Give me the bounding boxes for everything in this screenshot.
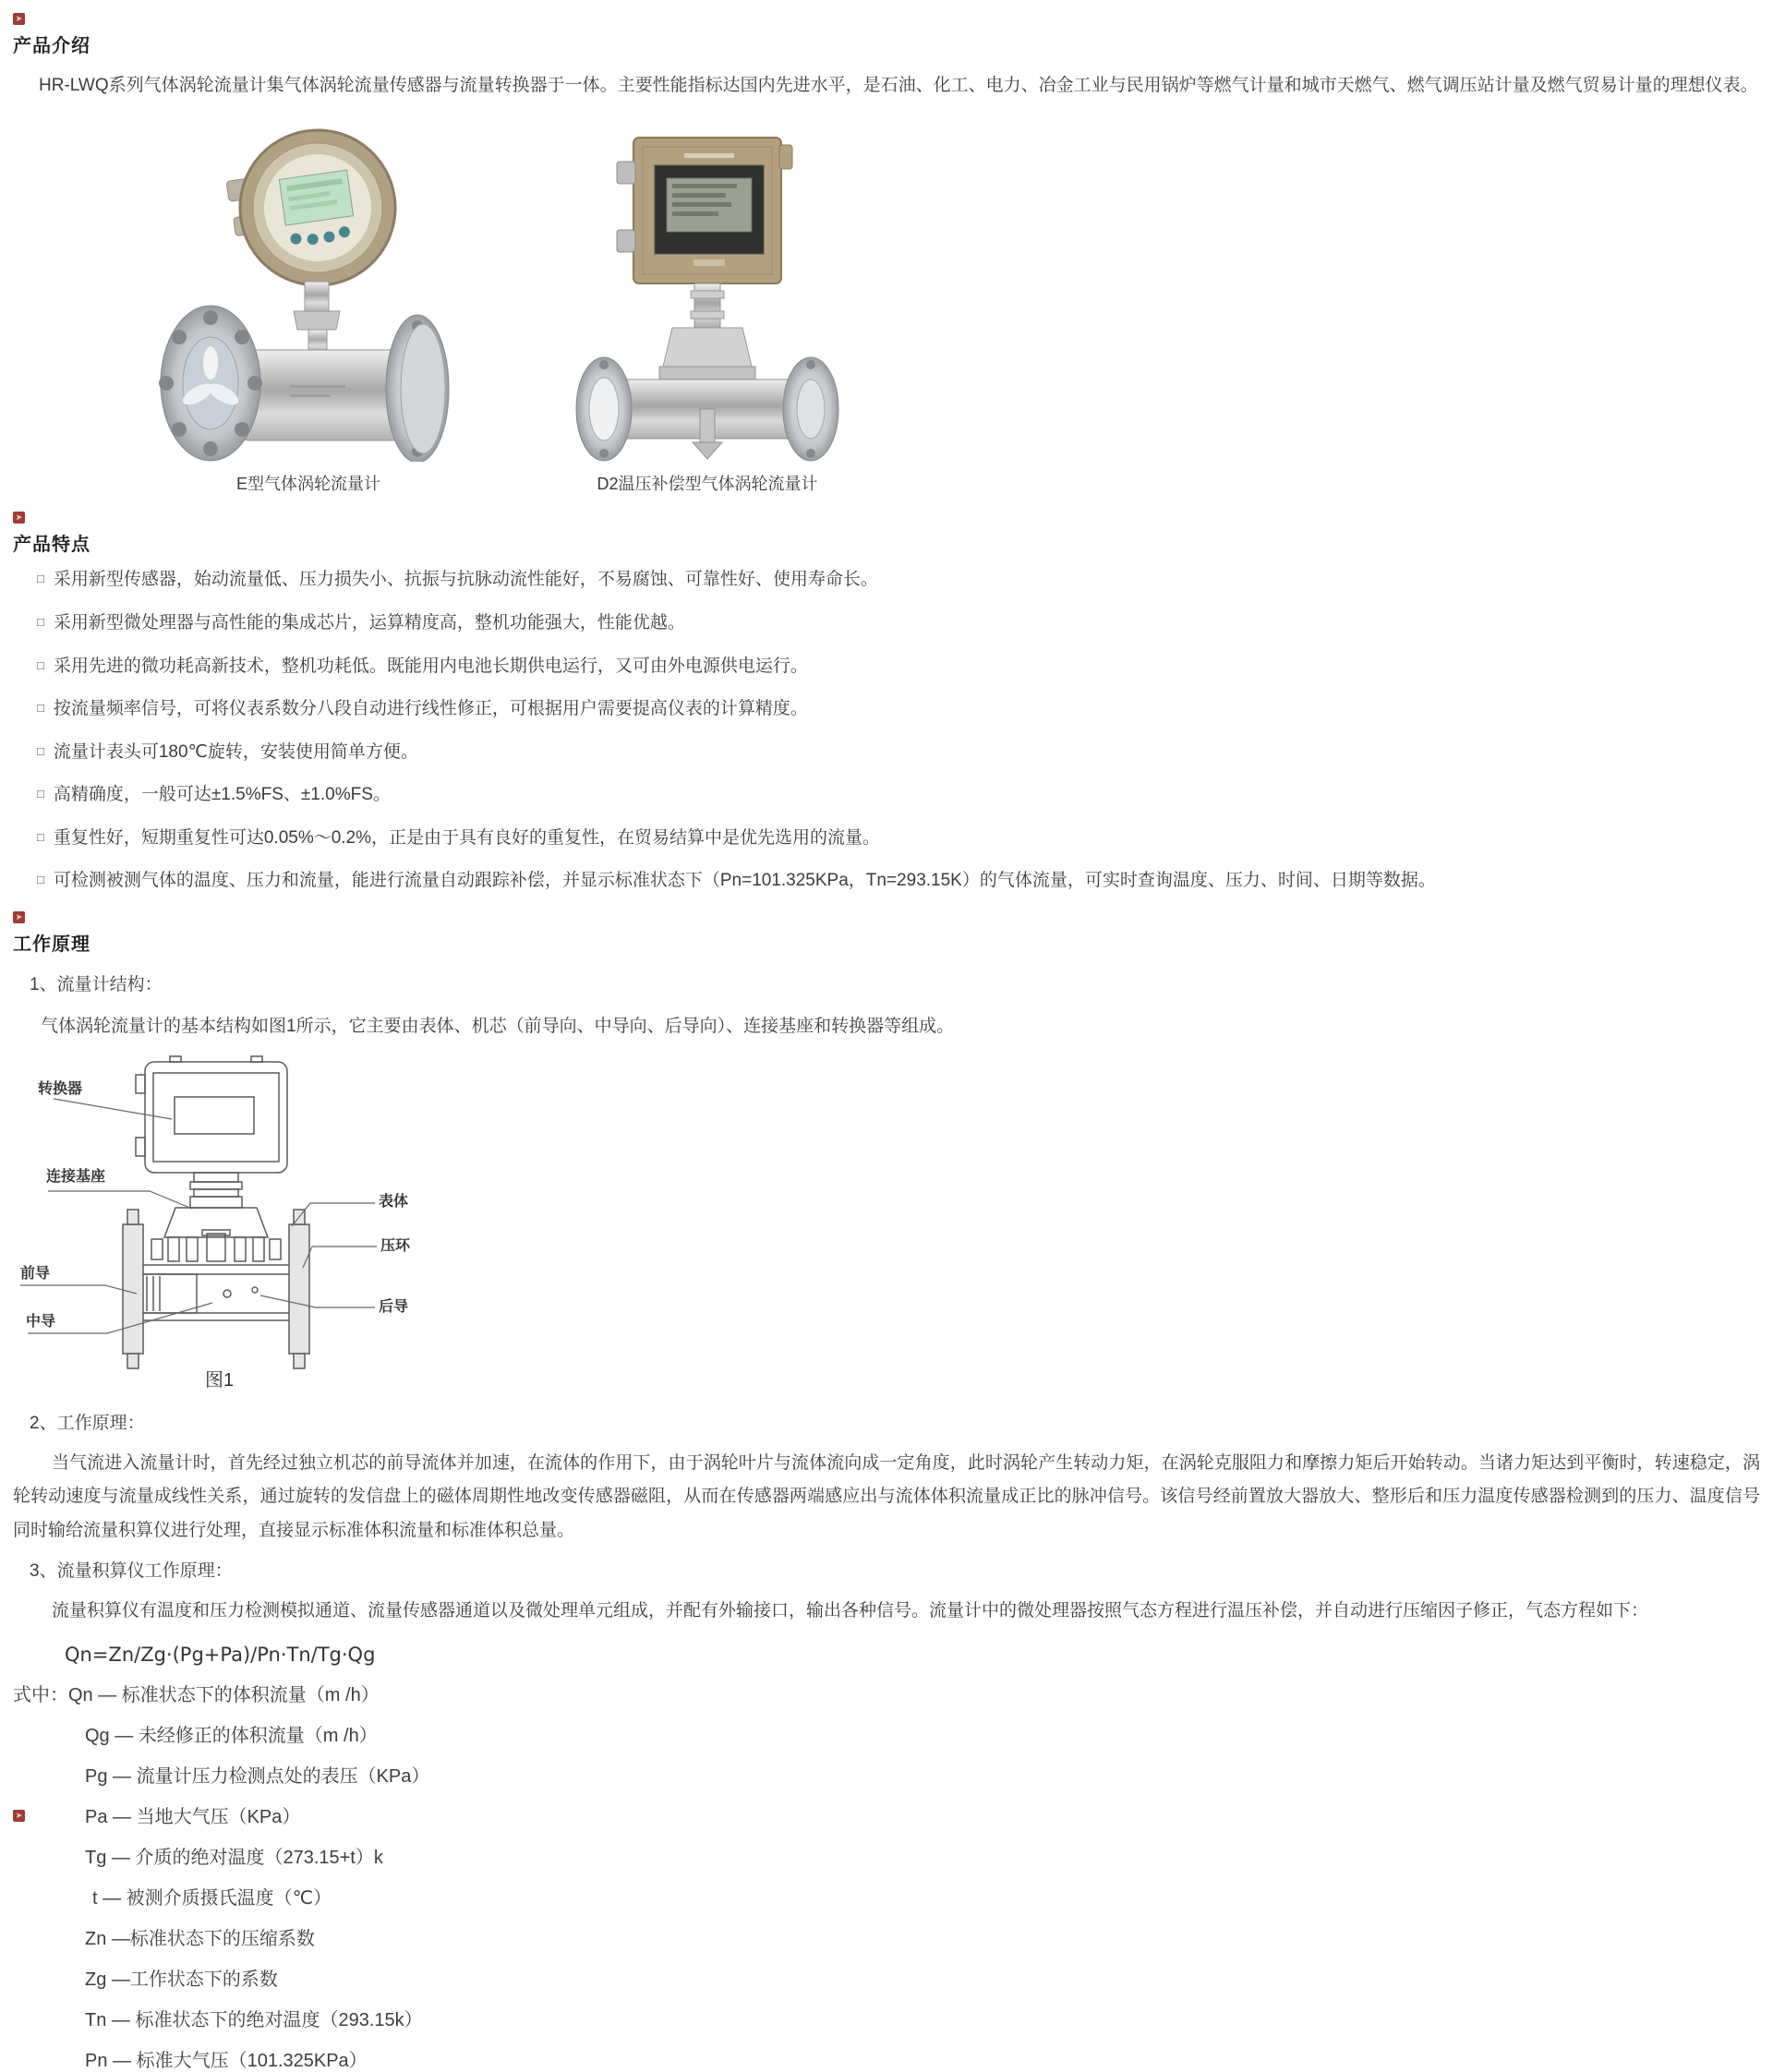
working-principle-paragraph: 当气流进入流量计时，首先经过独立机芯的前导流体并加速，在流体的作用下，由于涡轮叶片与流体流向成一定角度，此时涡轮产生转动力矩，在涡轮克服阻力和摩擦力矩后开始转动。当诸力矩达到平衡时，转速稳定，涡轮转动速度与流量成线性关系，通过旋转的发信盘上的磁体周期性地改变传感器磁阻，从而在传感器两端感应出与流体体积流量成正比的脉冲信号。该信号经前置放大器放大、整形后和压力温度传感器检测到的压力、温度信号同时输给流量积算仪进行处理，直接显示标准体积流量和标准体积总量。 — [13, 1452, 1760, 1540]
section-marker-icon: ➤ — [13, 1810, 25, 1822]
feature-list — [13, 567, 1760, 893]
label-rear-guide: 后导 — [379, 1298, 409, 1315]
figure-e-type — [151, 115, 465, 495]
figure1-caption: 图1 — [205, 1369, 235, 1391]
product-photo-d2-type — [569, 134, 846, 462]
square-bullet-icon: □ — [37, 873, 44, 887]
structure-subsection-body: 气体涡轮流量计的基本结构如图1所示，它主要由表体、机芯（前导向、中导向、后导向）、连接基座和转换器等组成。 — [41, 1016, 955, 1036]
definition-line: 式中：Qn — 标准状态下的体积流量（m /h） — [13, 1684, 380, 1705]
features-section-heading: 产品特点 — [13, 535, 90, 556]
caption-d2-type: D2温压补偿型气体涡轮流量计 — [597, 475, 818, 494]
feature-item: □ 可检测被测气体的温度、压力和流量，能进行流量自动跟踪补偿，并显示标准状态下（Pn=101.325KPa，Tn=293.15K）的气体流量，可实时查询温度、压力、时间、日期等数据。 — [37, 871, 1436, 891]
square-bullet-icon: □ — [37, 701, 44, 716]
feature-item: □ 流量计表头可180℃旋转，安装使用简单方便。 — [37, 741, 418, 762]
definition-line: Pa — 当地大气压（KPa） — [85, 1806, 301, 1827]
definition-line: t — 被测介质摄氏温度（℃） — [92, 1887, 332, 1909]
definition-line: Tg — 介质的绝对温度（273.15+t）k — [85, 1847, 383, 1868]
label-converter: 转换器 — [38, 1080, 83, 1097]
figure1-diagram — [13, 1053, 430, 1396]
definition-line: Pn — 标准大气压（101.325KPa） — [85, 2050, 368, 2071]
section-marker-icon: ➤ — [13, 512, 25, 524]
square-bullet-icon: □ — [37, 657, 44, 672]
square-bullet-icon: □ — [37, 787, 44, 801]
product-images-row — [151, 115, 1760, 495]
figure-d2-type — [569, 134, 846, 495]
feature-item: □ 高精确度，一般可达±1.5%FS、±1.0%FS。 — [37, 785, 391, 805]
intro-section-heading: 产品介绍 — [13, 36, 90, 56]
feature-item: □ 重复性好，短期重复性可达0.05%～0.2%，正是由于具有良好的重复性，在贸易结算中是优先选用的流量。 — [37, 827, 881, 848]
label-middle-guide: 中导 — [26, 1313, 56, 1330]
definition-line: Qg — 未经修正的体积流量（m /h） — [85, 1725, 378, 1746]
label-base: 连接基座 — [46, 1168, 106, 1185]
definition-line: Zg —工作状态下的系数 — [85, 1969, 278, 1990]
definition-line: Tn — 标准状态下的绝对温度（293.15k） — [85, 2009, 423, 2030]
totalizer-paragraph: 流量积算仪有温度和压力检测模拟通道、流量传感器通道以及微处理单元组成，并配有外输接口，输出各种信号。流量计中的微处理器按照气态方程进行温压补偿，并自动进行压缩因子修正，气态方程如下： — [52, 1601, 1649, 1621]
caption-e-type: E型气体涡轮流量计 — [235, 475, 380, 494]
gas-state-equation: Qn=Zn/Zg·(Pg+Pa)/Pn·Tn/Tg·Qg — [65, 1643, 376, 1666]
totalizer-subsection-title: 3、流量积算仪工作原理： — [30, 1561, 233, 1582]
definition-line: Pg — 流量计压力检测点处的表压（KPa） — [85, 1765, 430, 1787]
label-press-ring: 压环 — [380, 1237, 411, 1254]
feature-item: □ 采用新型传感器，始动流量低、压力损失小、抗振与抗脉动流性能好，不易腐蚀、可靠性好、使用寿命长。 — [37, 570, 878, 590]
section-marker-icon: ➤ — [13, 13, 25, 25]
where-prefix: 式中： — [13, 1684, 68, 1705]
symbol-definitions — [13, 1680, 1760, 2072]
square-bullet-icon: □ — [37, 614, 44, 629]
section-marker-icon: ➤ — [13, 911, 25, 923]
structure-subsection-title: 1、流量计结构： — [30, 974, 163, 994]
definition-line: Zn —标准状态下的压缩系数 — [85, 1928, 315, 1949]
flowmeter-structure-drawing — [13, 1053, 430, 1396]
working-principle-subsection-title: 2、工作原理： — [30, 1413, 145, 1433]
feature-item: □ 采用新型微处理器与高性能的集成芯片，运算精度高，整机功能强大，性能优越。 — [37, 612, 685, 632]
product-photo-e-type — [151, 115, 465, 462]
feature-item: □ 按流量频率信号，可将仪表系数分八段自动进行线性修正，可根据用户需要提高仪表的计算精度。 — [37, 699, 808, 719]
feature-item: □ 采用先进的微功耗高新技术，整机功耗低。既能用内电池长期供电运行，又可由外电源供电运行。 — [37, 656, 808, 676]
label-meter-body: 表体 — [379, 1193, 409, 1210]
square-bullet-icon: □ — [37, 572, 44, 586]
label-front-guide: 前导 — [20, 1265, 51, 1282]
principle-section-heading: 工作原理 — [13, 934, 90, 955]
intro-paragraph: HR-LWQ系列气体涡轮流量计集气体涡轮流量传感器与流量转换器于一体。主要性能指标达国内先进水平，是石油、化工、电力、冶金工业与民用锅炉等燃气计量和城市天燃气、燃气调压站计量及燃气贸易计量的理想仪表。 — [39, 76, 1758, 95]
square-bullet-icon: □ — [37, 829, 44, 844]
square-bullet-icon: □ — [37, 743, 44, 758]
